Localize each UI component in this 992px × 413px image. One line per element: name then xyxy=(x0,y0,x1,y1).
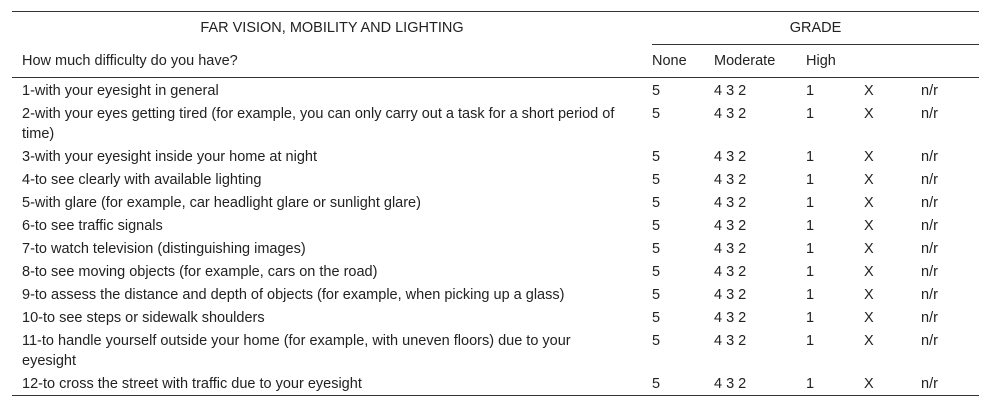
grade-x-value: X xyxy=(864,310,874,326)
bottom-rule xyxy=(12,396,979,397)
table-row xyxy=(12,260,979,283)
grade-x-value: X xyxy=(864,264,874,280)
grade-x-value: X xyxy=(864,83,874,99)
grade-moderate-values: 4 3 2 xyxy=(714,333,747,349)
grade-moderate-values: 4 3 2 xyxy=(714,106,747,122)
grade-x-value: X xyxy=(864,287,874,303)
grade-none-value: 5 xyxy=(652,376,661,392)
grade-x-value: X xyxy=(864,333,874,349)
grade-high-value: 1 xyxy=(806,287,815,303)
table-row xyxy=(12,191,979,214)
grade-none-value: 5 xyxy=(652,106,661,122)
table-row xyxy=(12,102,979,145)
scale-moderate-heading: Moderate xyxy=(714,45,806,78)
grade-none-value: 5 xyxy=(652,333,661,349)
question-label: 5-with glare (for example, car headlight glare or sunlight glare) xyxy=(22,195,421,211)
grade-none-value: 5 xyxy=(652,310,661,326)
question-label: 6-to see traffic signals xyxy=(22,218,163,234)
grade-moderate-values: 4 3 2 xyxy=(714,83,747,99)
grade-high-value: 1 xyxy=(806,106,815,122)
grade-none-value: 5 xyxy=(652,172,661,188)
header-row-scale xyxy=(12,45,979,78)
table-row xyxy=(12,372,979,396)
grade-none-value: 5 xyxy=(652,83,661,99)
grade-high-value: 1 xyxy=(806,241,815,257)
question-label: 10-to see steps or sidewalk shoulders xyxy=(22,310,265,326)
grade-x-value: X xyxy=(864,149,874,165)
question-label: 2-with your eyes getting tired (for example, you can only carry out a task for a short period of time) xyxy=(22,106,615,142)
question-label: 12-to cross the street with traffic due to your eyesight xyxy=(22,376,362,392)
grade-x-value: X xyxy=(864,172,874,188)
grade-title: GRADE xyxy=(652,12,979,45)
table-row xyxy=(12,78,979,103)
questionnaire-table xyxy=(12,11,979,396)
scale-high-heading: High xyxy=(806,45,864,78)
grade-none-value: 5 xyxy=(652,218,661,234)
question-label: 3-with your eyesight inside your home at night xyxy=(22,149,317,165)
question-label: 11-to handle yourself outside your home (for example, with uneven floors) due to your eyesight xyxy=(22,333,571,369)
grade-nr-value: n/r xyxy=(921,376,938,392)
grade-high-value: 1 xyxy=(806,376,815,392)
grade-nr-value: n/r xyxy=(921,264,938,280)
grade-x-value: X xyxy=(864,376,874,392)
table-row xyxy=(12,329,979,372)
question-label: 9-to assess the distance and depth of objects (for example, when picking up a glass) xyxy=(22,287,565,303)
grade-moderate-values: 4 3 2 xyxy=(714,376,747,392)
scale-x-heading xyxy=(864,45,921,78)
question-rows xyxy=(12,78,979,396)
question-label: 8-to see moving objects (for example, cars on the road) xyxy=(22,264,378,280)
grade-nr-value: n/r xyxy=(921,149,938,165)
grade-moderate-values: 4 3 2 xyxy=(714,172,747,188)
header-row-top xyxy=(12,12,979,45)
grade-none-value: 5 xyxy=(652,264,661,280)
questionnaire-table-container xyxy=(12,11,979,396)
grade-high-value: 1 xyxy=(806,83,815,99)
question-label: 1-with your eyesight in general xyxy=(22,83,219,99)
grade-high-value: 1 xyxy=(806,333,815,349)
grade-high-value: 1 xyxy=(806,264,815,280)
grade-none-value: 5 xyxy=(652,287,661,303)
grade-none-value: 5 xyxy=(652,195,661,211)
grade-none-value: 5 xyxy=(652,149,661,165)
grade-high-value: 1 xyxy=(806,218,815,234)
scale-nr-heading xyxy=(921,45,979,78)
table-row xyxy=(12,168,979,191)
grade-nr-value: n/r xyxy=(921,172,938,188)
grade-nr-value: n/r xyxy=(921,218,938,234)
grade-moderate-values: 4 3 2 xyxy=(714,310,747,326)
grade-nr-value: n/r xyxy=(921,241,938,257)
grade-high-value: 1 xyxy=(806,149,815,165)
section-title: FAR VISION, MOBILITY AND LIGHTING xyxy=(200,20,464,37)
table-row xyxy=(12,306,979,329)
grade-moderate-values: 4 3 2 xyxy=(714,264,747,280)
grade-x-value: X xyxy=(864,241,874,257)
grade-nr-value: n/r xyxy=(921,195,938,211)
grade-none-value: 5 xyxy=(652,241,661,257)
grade-nr-value: n/r xyxy=(921,333,938,349)
scale-none-heading: None xyxy=(652,45,714,78)
question-label: 7-to watch television (distinguishing images) xyxy=(22,241,306,257)
grade-nr-value: n/r xyxy=(921,310,938,326)
grade-x-value: X xyxy=(864,106,874,122)
grade-moderate-values: 4 3 2 xyxy=(714,195,747,211)
question-label: 4-to see clearly with available lighting xyxy=(22,172,262,188)
table-row xyxy=(12,237,979,260)
grade-moderate-values: 4 3 2 xyxy=(714,287,747,303)
grade-x-value: X xyxy=(864,218,874,234)
grade-nr-value: n/r xyxy=(921,83,938,99)
grade-nr-value: n/r xyxy=(921,287,938,303)
table-row xyxy=(12,283,979,306)
question-heading: How much difficulty do you have? xyxy=(12,45,652,78)
grade-moderate-values: 4 3 2 xyxy=(714,218,747,234)
grade-high-value: 1 xyxy=(806,172,815,188)
grade-high-value: 1 xyxy=(806,310,815,326)
table-row xyxy=(12,214,979,237)
grade-high-value: 1 xyxy=(806,195,815,211)
grade-nr-value: n/r xyxy=(921,106,938,122)
grade-moderate-values: 4 3 2 xyxy=(714,241,747,257)
grade-x-value: X xyxy=(864,195,874,211)
grade-moderate-values: 4 3 2 xyxy=(714,149,747,165)
table-row xyxy=(12,145,979,168)
